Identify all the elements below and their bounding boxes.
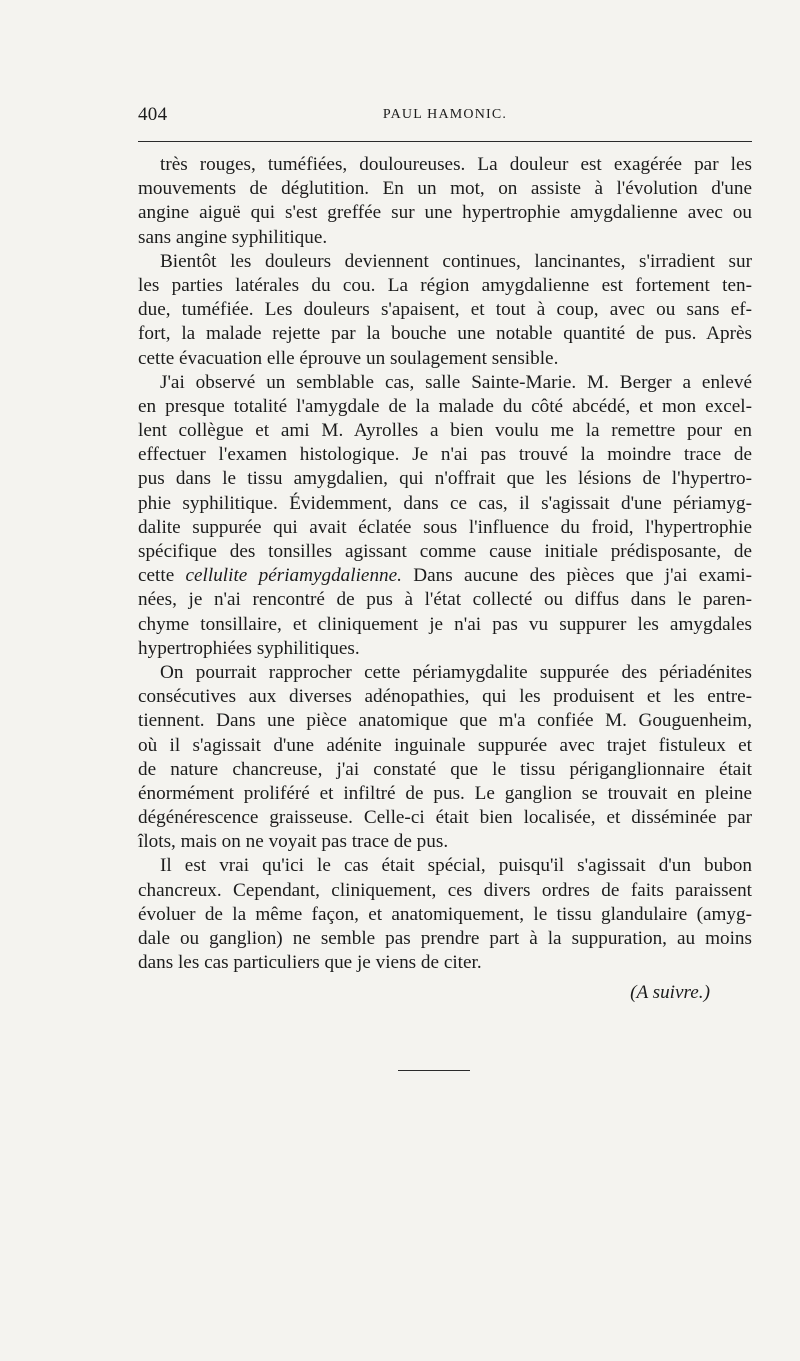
text-line: nées, je n'ai rencontré de pus à l'état collecté ou diffus dans le paren- [138, 589, 752, 611]
paragraph [138, 854, 752, 975]
text-line: les parties latérales du cou. La région amygdalienne est fortement ten- [138, 274, 752, 296]
text-line: phie syphilitique. Évidemment, dans ce cas, il s'agissait d'une périamyg- [138, 492, 752, 514]
end-rule [398, 1070, 470, 1071]
continued-note: (A suivre.) [630, 982, 710, 1004]
text-line: On pourrait rapprocher cette périamygdalite suppurée des périadénites [160, 661, 752, 683]
text-line: dans les cas particuliers que je viens de citer. [138, 952, 482, 974]
running-head: PAUL HAMONIC. [382, 107, 508, 122]
text-line: lent collègue et ami M. Ayrolles a bien voulu me la remettre pour en [138, 420, 752, 442]
text-line: très rouges, tuméfiées, douloureuses. La douleur est exagérée par les [160, 154, 752, 175]
text-line: consécutives aux diverses adénopathies, qui les produisent et les entre- [138, 686, 752, 708]
text-line: angine aiguë qui s'est greffée sur une hypertrophie amygdalienne avec ou [138, 202, 752, 224]
text-line: en presque totalité l'amygdale de la malade du côté abcédé, et mon excel- [138, 395, 752, 417]
text-line: dégénérescence graisseuse. Celle-ci était bien localisée, et disséminée par [138, 807, 752, 829]
paragraph [138, 371, 752, 661]
text-line: effectuer l'examen histologique. Je n'ai pas trouvé la moindre trace de [138, 444, 752, 466]
text-line: spécifique des tonsilles agissant comme cause initiale prédisposante, de [138, 541, 752, 562]
text-line: chancreux. Cependant, cliniquement, ces divers ordres de faits paraissent [138, 879, 752, 901]
text-line: tiennent. Dans une pièce anatomique que m'a confiée M. Gouguenheim, [138, 710, 752, 732]
text-line: fort, la malade rejette par la bouche une notable quantité de pus. Après [138, 323, 752, 345]
text-line: chyme tonsillaire, et cliniquement je n'ai pas vu suppurer les amygdales [138, 613, 752, 635]
paragraph [138, 661, 752, 855]
text-line: où il s'agissait d'une adénite inguinale suppurée avec trajet fistuleux et [138, 734, 752, 756]
text-line: dalite suppurée qui avait éclatée sous l'influence du froid, l'hypertrophie [138, 516, 752, 538]
text-line: Il est vrai qu'ici le cas était spécial, puisqu'il s'agissait d'un bubon [160, 855, 752, 877]
text-line: J'ai observé un semblable cas, salle Sainte-Marie. M. Berger a enlevé [160, 371, 752, 393]
text-line: évoluer de la même façon, et anatomiquement, le tissu glandulaire (amyg- [138, 903, 752, 925]
text-line: énormément proliféré et infiltré de pus. Le ganglion se trouvait en pleine [138, 782, 752, 804]
page-number: 404 [138, 104, 168, 125]
text-line: sans angine syphilitique. [138, 226, 328, 248]
text-line: dale ou ganglion) ne semble pas prendre part à la suppuration, au moins [138, 928, 752, 949]
text-line: Bientôt les douleurs deviennent continues, lancinantes, s'irradient sur [160, 250, 752, 272]
text-line: due, tuméfiée. Les douleurs s'apaisent, et tout à coup, avec ou sans ef- [138, 299, 752, 321]
body-text [138, 153, 752, 1006]
text-line: cette évacuation elle éprouve un soulagement sensible. [138, 347, 559, 369]
text-line: hypertrophiées syphilitiques. [138, 637, 360, 659]
text-line: pus dans le tissu amygdalien, qui n'offrait que les lésions de l'hypertro- [138, 468, 752, 490]
text-line: cette cellulite périamygdalienne. Dans aucune des pièces que j'ai exami- [138, 565, 752, 587]
header-rule [138, 141, 752, 142]
paragraph [138, 153, 752, 250]
text-line: îlots, mais on ne voyait pas trace de pus. [138, 831, 449, 853]
paragraph [138, 250, 752, 371]
text-line: mouvements de déglutition. En un mot, on assiste à l'évolution d'une [138, 178, 752, 200]
italic-term: cellulite périamygdalienne. [185, 565, 402, 587]
text-line: de nature chancreuse, j'ai constaté que le tissu périganglionnaire était [138, 758, 752, 780]
page-header [138, 104, 752, 130]
